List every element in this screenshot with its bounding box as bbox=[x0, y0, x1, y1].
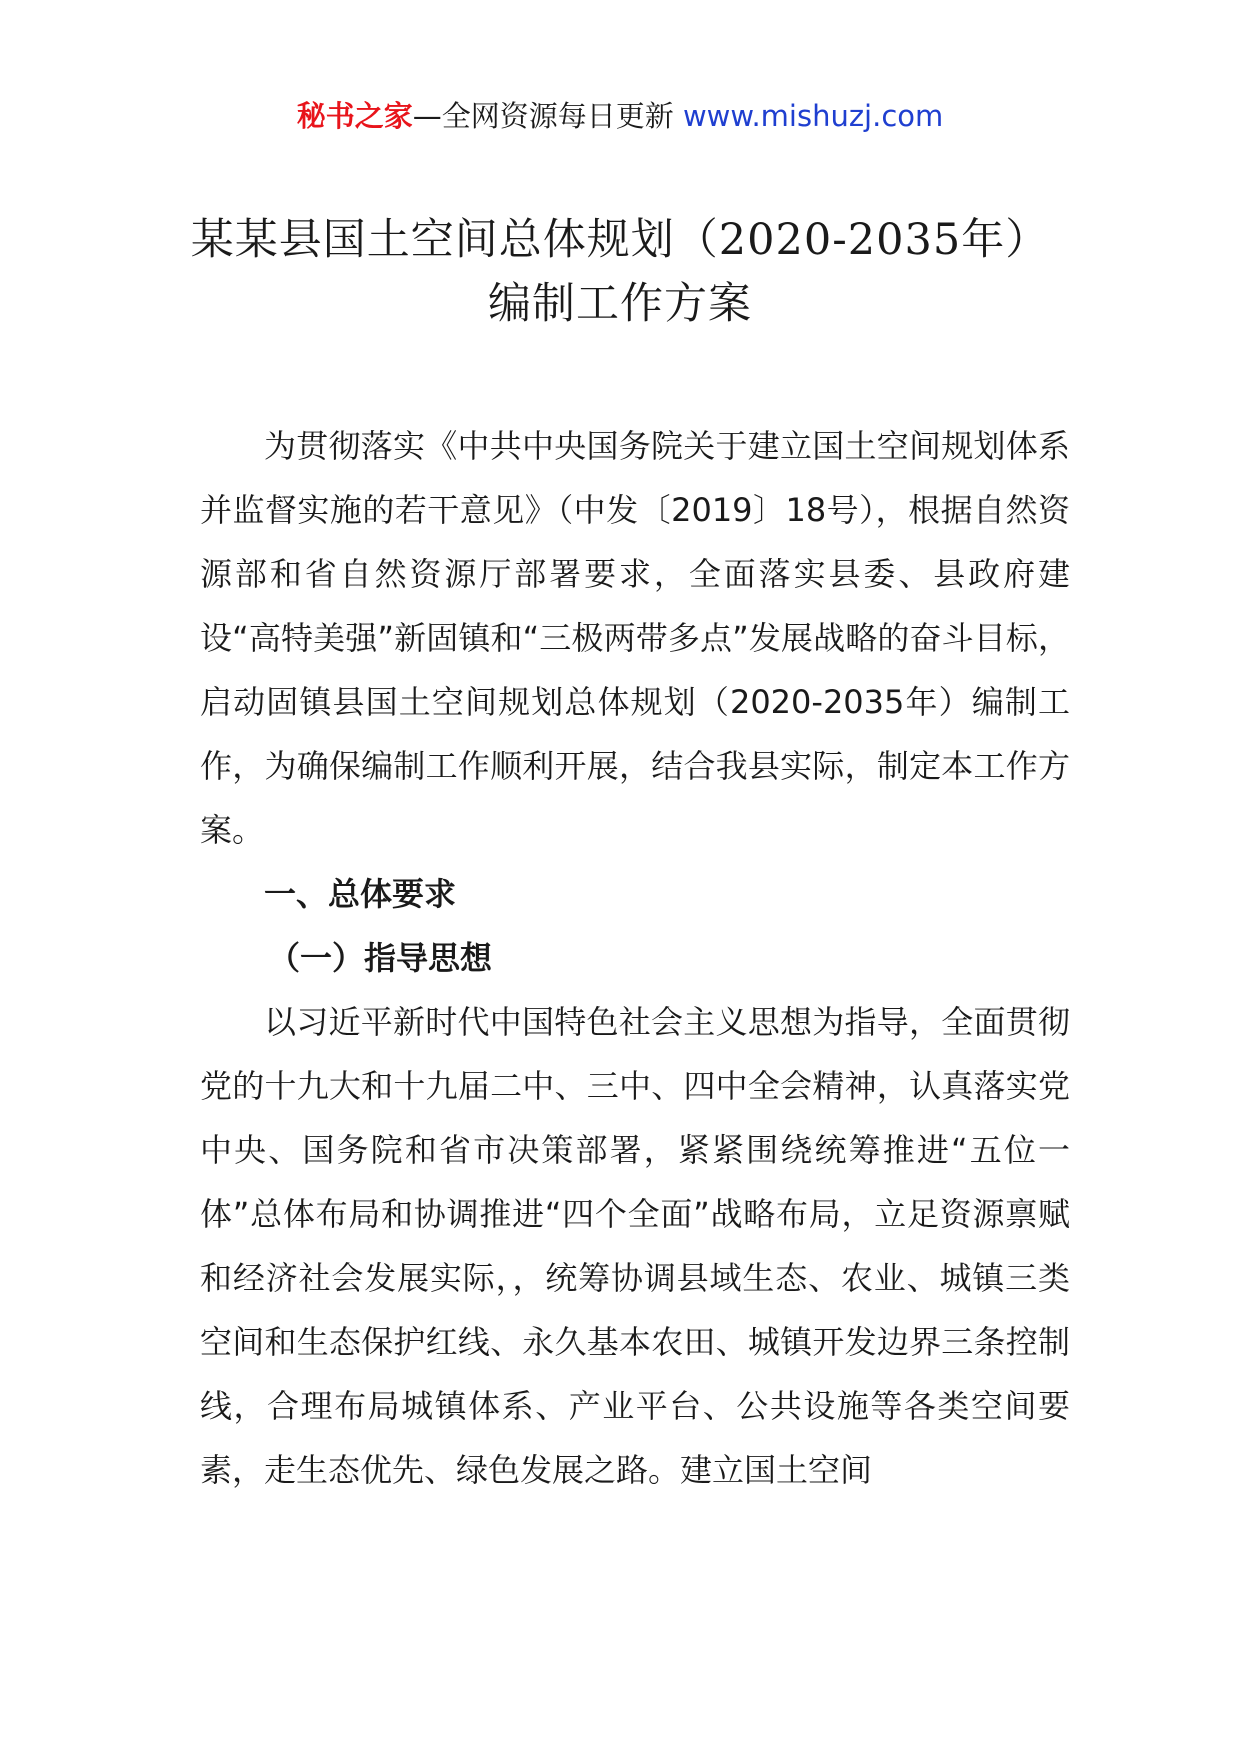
document-body bbox=[200, 414, 1070, 1502]
site-url-link[interactable]: www.mishuzj.com bbox=[682, 99, 944, 133]
subsection-heading: （一）指导思想 bbox=[268, 939, 493, 977]
site-brand: 秘书之家 bbox=[296, 99, 413, 133]
site-tagline: —全网资源每日更新 bbox=[412, 99, 674, 133]
title-line-1: 某某县国土空间总体规划（2020-2035年） bbox=[190, 215, 1050, 265]
section-heading: 一、总体要求 bbox=[264, 875, 457, 913]
guiding-thought-paragraph: 以习近平新时代中国特色社会主义思想为指导，全面贯彻党的十九大和十九届二中、三中、四中全会精神，认真落实党中央、国务院和省市决策部署，紧紧围绕统筹推进“五位一体”总体布局和协调推进“四个全面”战略布局，立足资源禀赋和经济社会发展实际，，统筹协调县域生态、农业、城镇三类空间和生态保护红线、永久基本农田、城镇开发边界三条控制线，合理布局城镇体系、产业平台、公共设施等各类空间要素，走生态优先、绿色发展之路。建立国土空间 bbox=[200, 1003, 1070, 1489]
intro-paragraph: 为贯彻落实《中共中央国务院关于建立国土空间规划体系并监督实施的若干意见》（中发〔2019〕18号），根据自然资源部和省自然资源厅部署要求，全面落实县委、县政府建设“高特美强”新固镇和“三极两带多点”发展战略的奋斗目标，启动固镇县国土空间规划总体规划（2020-2035年）编制工作，为确保编制工作顺利开展，结合我县实际，制定本工作方案。 bbox=[200, 427, 1070, 849]
document-title bbox=[0, 208, 1240, 336]
title-line-2: 编制工作方案 bbox=[488, 279, 752, 329]
site-header bbox=[0, 96, 1240, 136]
